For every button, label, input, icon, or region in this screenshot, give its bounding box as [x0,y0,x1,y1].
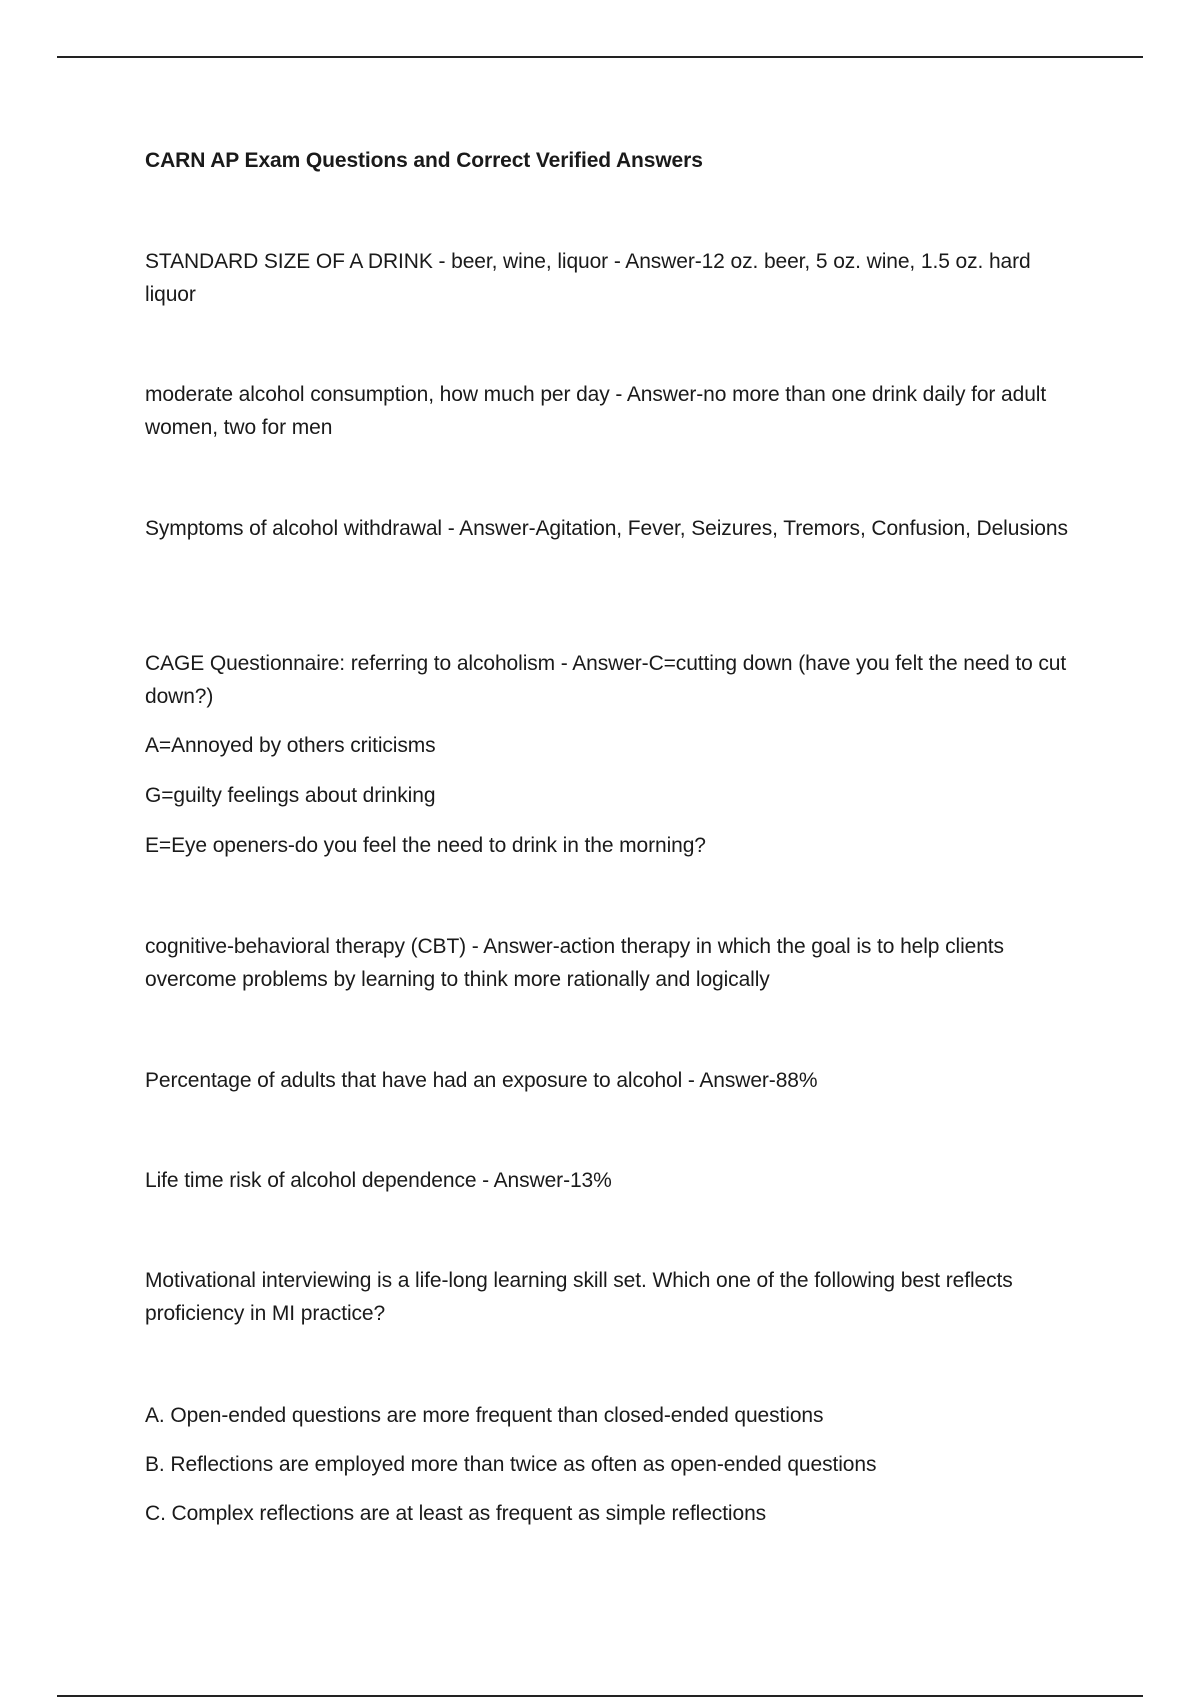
qa-cage-questionnaire: CAGE Questionnaire: referring to alcoholism - Answer-C=cutting down (have you felt the need to cut down?) [145,652,1067,708]
cage-line-g: G=guilty feelings about drinking [145,784,436,807]
top-rule [57,56,1143,58]
mi-option-c: C. Complex reflections are at least as frequent as simple reflections [145,1502,767,1525]
cage-line-a: A=Annoyed by others criticisms [145,734,436,757]
mi-option-b: B. Reflections are employed more than twice as often as open-ended questions [145,1453,877,1476]
bottom-rule [57,1695,1143,1697]
qa-moderate-consumption: moderate alcohol consumption, how much per day - Answer-no more than one drink daily for adult women, two for men [145,383,1047,439]
qa-standard-drink: STANDARD SIZE OF A DRINK - beer, wine, liquor - Answer-12 oz. beer, 5 oz. wine, 1.5 oz. hard liquor [145,250,1031,306]
qa-cbt: cognitive-behavioral therapy (CBT) - Answer-action therapy in which the goal is to help clients overcome problems by learning to think more rationally and logically [145,935,1004,991]
mi-option-a: A. Open-ended questions are more frequent than closed-ended questions [145,1404,824,1427]
qa-motivational-interviewing: Motivational interviewing is a life-long learning skill set. Which one of the following best reflects proficiency in MI practice? [145,1269,1013,1325]
cage-line-e: E=Eye openers-do you feel the need to drink in the morning? [145,834,706,857]
qa-lifetime-risk: Life time risk of alcohol dependence - Answer-13% [145,1169,612,1192]
document-title: CARN AP Exam Questions and Correct Verified Answers [145,149,703,172]
qa-exposure-percentage: Percentage of adults that have had an exposure to alcohol - Answer-88% [145,1069,818,1092]
qa-withdrawal-symptoms: Symptoms of alcohol withdrawal - Answer-Agitation, Fever, Seizures, Tremors, Confusion, Delusions [145,517,1068,540]
